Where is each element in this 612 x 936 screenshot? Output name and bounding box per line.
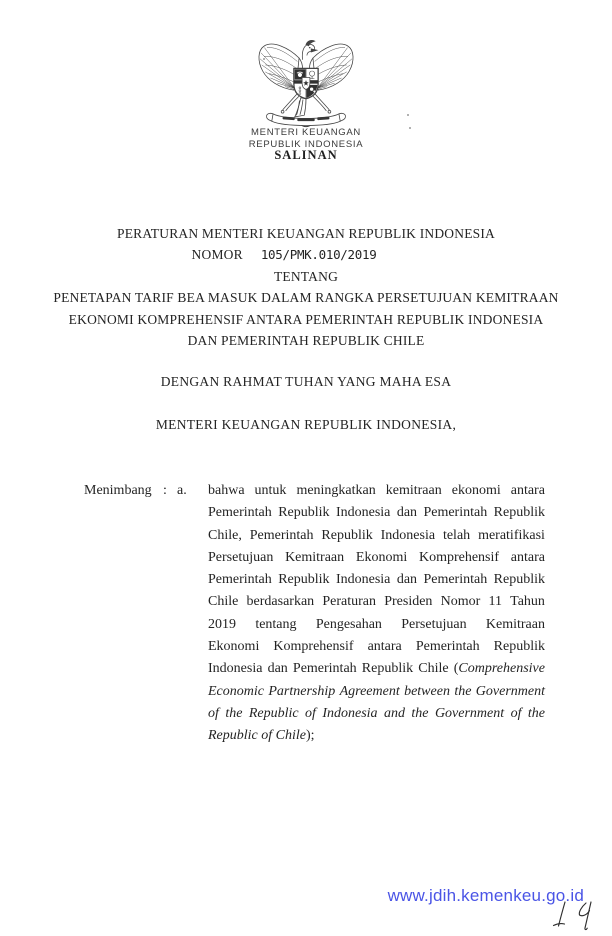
ministry-name: MENTERI KEUANGAN	[251, 127, 361, 138]
body-text-line: 2019 tentang Pengesahan Persetujuan Kemitraan	[208, 616, 545, 632]
copy-stamp: SALINAN	[274, 148, 338, 162]
number-value: 105/PMK.010/2019	[260, 247, 377, 263]
body-text-line: Chile, Pemerintah Republik Indonesia telah meratifikasi	[208, 527, 545, 543]
republic-name: REPUBLIK INDONESIA	[248, 139, 364, 150]
body-text-line: Chile berdasarkan Peraturan Presiden Nomor 11 Tahun	[208, 594, 545, 610]
regulation-number-line	[0, 244, 590, 265]
body-text-line: Indonesia dan Pemerintah Republik Chile (Comprehensive	[208, 661, 545, 677]
considering-label: Menimbang	[84, 483, 152, 498]
body-text-line: Pemerintah Republik Indonesia dan Pemerintah Republik	[208, 572, 545, 588]
considering-lines	[208, 480, 545, 748]
body-text-line: Persetujuan Kemitraan Ekonomi Komprehensif antara	[208, 549, 545, 565]
subject-line-2: EKONOMI KOMPREHENSIF ANTARA PEMERINTAH REPUBLIK INDONESIA	[68, 311, 544, 327]
issuer-line: MENTERI KEUANGAN REPUBLIK INDONESIA,	[155, 417, 457, 432]
scan-speck	[407, 114, 409, 116]
garuda-pancasila-emblem	[254, 38, 358, 130]
title-block	[0, 223, 612, 351]
invocation-line: DENGAN RAHMAT TUHAN YANG MAHA ESA	[160, 374, 452, 389]
body-text-line: Republic of Chile);	[208, 728, 315, 744]
body-text-line: Economic Partnership Agreement between the Government	[208, 683, 545, 699]
body-text-line: Ekonomi Komprehensif antara Pemerintah Republik	[208, 639, 545, 655]
body-text-line: of the Republic of Indonesia and the Government of the	[208, 705, 545, 721]
number-label: NOMOR	[191, 247, 243, 263]
body-text-line: Pemerintah Republik Indonesia dan Pemerintah Republik	[208, 505, 545, 521]
considering-item-marker: a.	[177, 483, 187, 498]
handwritten-paraf-mark	[551, 899, 599, 932]
subject-line-3: DAN PEMERINTAH REPUBLIK CHILE	[187, 333, 425, 349]
considering-separator: :	[163, 483, 167, 498]
regulation-title: PERATURAN MENTERI KEUANGAN REPUBLIK INDONESIA	[117, 226, 495, 241]
watermark-link[interactable]: www.jdih.kemenkeu.go.id	[387, 886, 584, 905]
body-text-line: bahwa untuk meningkatkan kemitraan ekonomi antara	[208, 483, 545, 498]
subject-line-1: PENETAPAN TARIF BEA MASUK DALAM RANGKA PERSETUJUAN KEMITRAAN	[53, 290, 559, 306]
about-label: TENTANG	[273, 268, 339, 284]
considering-section	[84, 480, 549, 748]
